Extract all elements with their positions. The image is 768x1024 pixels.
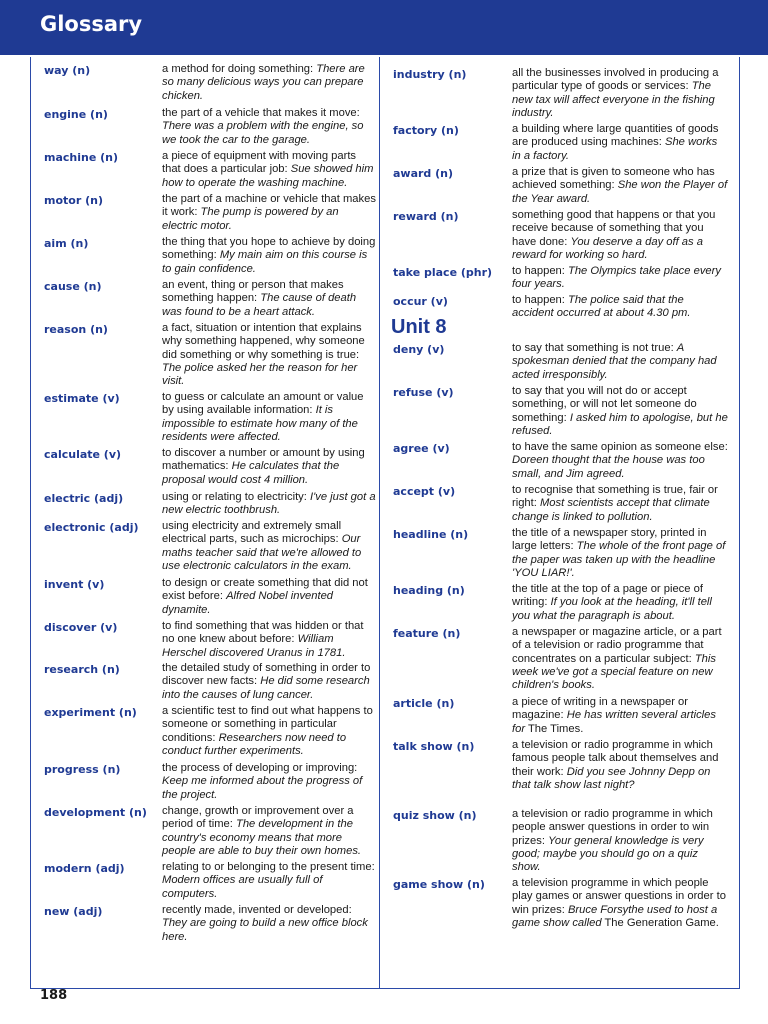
example-sentence: He calculates that the proposal would cost 4 million. [162,460,340,486]
example-sentence: Doreen thought that the house was too small, and Jim agreed. [512,454,705,480]
definition-text: change, growth or improvement over a period of time: [162,805,354,831]
example-sentence: The Olympics take place every four years. [512,265,721,291]
definition-text: a television programme in which people play games or answer questions in order to win prizes: [512,877,726,916]
example-sentence: The police asked her the reason for her visit. [162,361,358,388]
definition-text: the process of developing or improving: [162,762,358,774]
example-sentence: It is impossible to estimate how many of the residents were affected. [162,404,358,443]
glossary-term: engine (n) [44,108,108,121]
glossary-term: refuse (v) [393,386,454,399]
definition-text: the part of a machine or vehicle that makes it work: [162,193,376,219]
definition-text: to have the same opinion as someone else: [512,441,728,453]
example-sentence: Alfred Nobel invented dynamite. [162,590,334,616]
definition-text: something good that happens or that you receive because of something that you have done: [512,209,716,248]
definition-text: recently made, invented or developed: [162,904,352,916]
glossary-term: article (n) [393,697,455,710]
glossary-term: motor (n) [44,194,103,207]
page-title: Glossary [40,12,143,36]
example-sentence: Did you see Johnny Depp on that talk show last night? [512,765,711,791]
example-sentence: Keep me informed about the progress of the project. [162,775,363,801]
example-sentence: Modern offices are usually full of computers. [162,874,323,900]
definition-text: the title of a newspaper story, printed in large letters: [512,527,707,553]
glossary-definition [162,904,376,944]
glossary-definition [162,491,376,518]
example-sentence: Our maths teacher said that we're allowed to use electronic calculators in the exam. [162,533,362,572]
glossary-definition [162,322,376,388]
example-sentence: Sue showed him how to operate the washing machine. [162,163,374,189]
glossary-definition [162,662,376,702]
definition-text: using or relating to electricity: [162,491,310,503]
glossary-definition [512,385,728,438]
glossary-term: way (n) [44,64,91,77]
example-sentence: If you look at the heading, it'll tell you what the paragraph is about. [512,596,712,622]
example-sentence: You deserve a day off as a reward for working so hard. [512,235,703,261]
glossary-definition [512,696,728,736]
definition-text: the title at the top of a page or piece of writing: [512,583,703,609]
example-sentence: A spokesman denied that the company had acted irresponsibly. [512,342,717,381]
glossary-definition [162,447,376,487]
glossary-definition [162,391,376,444]
glossary-definition [162,63,376,103]
definition-text: to find something that was hidden or that no one knew about before: [162,620,364,646]
definition-text: a building where large quantities of goods are produced using machines: [512,123,719,149]
unit-heading: Unit 8 [391,316,447,338]
glossary-definition [512,484,728,524]
glossary-term: occur (v) [393,295,448,308]
definition-text: to design or create something that did not exist before: [162,577,368,603]
definition-text: relating to or belonging to the present time: [162,861,375,873]
glossary-term: research (n) [44,663,120,676]
example-sentence: The development in the country's economy means that more people are able to buy their own homes. [162,818,362,857]
glossary-definition [162,861,376,901]
glossary-definition [512,808,728,874]
glossary-term: electronic (adj) [44,521,139,534]
glossary-definition [512,166,728,206]
glossary-definition [512,123,728,163]
glossary-definition [162,279,376,319]
glossary-definition [512,583,728,623]
glossary-term: reward (n) [393,210,459,223]
definition-text: to happen: [512,294,568,306]
example-sentence: There are so many delicious ways you can prepare chicken. [162,63,365,102]
example-sentence: They are going to build a new office block here. [162,917,368,943]
example-sentence: This week we've got a special feature on new children's books. [512,652,716,692]
glossary-term: development (n) [44,806,147,819]
example-sentence: My main aim on this course is to gain confidence. [162,249,368,275]
glossary-definition [512,342,728,382]
example-sentence: Most scientists accept that climate change is linked to pollution. [512,497,710,523]
glossary-term: factory (n) [393,124,459,137]
glossary-definition [162,762,376,802]
glossary-definition [162,520,376,573]
example-sentence: The new tax will affect everyone in the fishing industry. [512,80,715,119]
glossary-term: industry (n) [393,68,467,81]
definition-text: to guess or calculate an amount or value by using available information: [162,391,364,417]
definition-text: the detailed study of something in order to discover new facts: [162,662,371,688]
example-sentence: William Herschel discovered Uranus in 1781. [162,633,346,659]
example-sentence: The whole of the front page of the paper was taken up with the headline 'YOU LIAR!'. [512,540,726,579]
glossary-term: deny (v) [393,343,445,356]
glossary-term: agree (v) [393,442,450,455]
glossary-term: experiment (n) [44,706,137,719]
example-sentence: He did some research into the causes of lung cancer. [162,675,370,701]
definition-text: a piece of writing in a newspaper or magazine: [512,696,688,722]
glossary-term: accept (v) [393,485,456,498]
example-sentence: The pump is powered by an electric motor. [162,206,339,232]
example-sentence: She works in a factory. [512,136,718,162]
glossary-term: headline (n) [393,528,469,541]
glossary-term: reason (n) [44,323,108,336]
definition-text: a television or radio programme in which famous people talk about themselves and their work: [512,739,719,778]
example-sentence: The cause of death was found to be a heart attack. [162,292,357,318]
glossary-definition [512,527,728,580]
glossary-term: modern (adj) [44,862,125,875]
glossary-term: heading (n) [393,584,465,597]
glossary-definition [162,577,376,617]
glossary-term: quiz show (n) [393,809,477,822]
example-sentence: There was a problem with the engine, so we took the car to the garage. [162,120,364,146]
definition-text: to discover a number or amount by using mathematics: [162,447,365,473]
definition-text: the part of a vehicle that makes it move: [162,107,360,119]
definition-text: a television or radio programme in which people answer questions in order to win prizes: [512,808,713,847]
glossary-term: take place (phr) [393,266,493,279]
example-sentence: Researchers now need to conduct further experiments. [162,731,347,757]
glossary-definition [512,265,728,292]
glossary-definition [512,294,728,321]
glossary-term: aim (n) [44,237,89,250]
definition-text: an event, thing or person that makes something happen: [162,279,344,305]
example-sentence: He has written several articles for [512,709,716,735]
glossary-definition [512,67,728,120]
glossary-term: progress (n) [44,763,121,776]
glossary-term: calculate (v) [44,448,122,461]
glossary-header-bar [0,0,768,55]
definition-text: a scientific test to find out what happens to someone or something in particular conditions: [162,705,373,744]
glossary-term: feature (n) [393,627,461,640]
glossary-term: award (n) [393,167,454,180]
glossary-term: invent (v) [44,578,105,591]
glossary-definition [512,626,728,692]
glossary-definition [162,193,376,233]
example-sentence: Bruce Forsythe used to host a game show called [512,903,718,929]
glossary-term: new (adj) [44,905,103,918]
example-sentence: The police said that the accident occurred at about 4.30 pm. [512,294,691,320]
definition-text: to say that you will not do or accept something, or will not let someone do something: [512,385,697,424]
definition-text: to say that something is not true: [512,342,677,354]
glossary-definition [162,236,376,276]
bottom-rule [30,988,740,989]
example-title: The Generation Game. [601,916,719,929]
glossary-term: electric (adj) [44,492,124,505]
glossary-term: game show (n) [393,878,485,891]
glossary-term: discover (v) [44,621,118,634]
definition-text: the thing that you hope to achieve by doing something: [162,236,376,262]
definition-text: all the businesses involved in producing a particular type of goods or services: [512,67,719,93]
definition-text: a newspaper or magazine article, or a part of a television or radio programme that concentrates on a particular subject: [512,626,722,665]
example-sentence: She won the Player of the Year award. [512,179,728,205]
glossary-term: cause (n) [44,280,102,293]
glossary-term: machine (n) [44,151,119,164]
definition-text: to recognise that something is true, fair or right: [512,484,718,510]
glossary-term: estimate (v) [44,392,120,405]
glossary-definition [512,441,728,481]
glossary-definition [162,150,376,190]
example-sentence: I asked him to apologise, but he refused. [512,411,728,437]
definition-text: a method for doing something: [162,63,317,75]
glossary-definition [512,209,728,262]
glossary-definition [162,705,376,758]
definition-text: using electricity and extremely small electrical parts, such as microchips: [162,520,342,546]
glossary-definition [162,805,376,858]
definition-text: a prize that is given to someone who has achieved something: [512,166,715,192]
example-sentence: Your general knowledge is very good; maybe you should go on a quiz show. [512,834,704,874]
definition-text: to happen: [512,265,568,277]
example-title: The Times. [525,722,584,735]
definition-text: a fact, situation or intention that explains why something happened, why someone did something or why something is true: [162,322,365,361]
glossary-definition [512,877,728,930]
example-sentence: I've just got a new electric toothbrush. [162,491,376,517]
glossary-definition [162,107,376,147]
glossary-definition [512,739,728,792]
glossary-term: talk show (n) [393,740,475,753]
definition-text: a piece of equipment with moving parts that does a particular job: [162,150,357,176]
glossary-definition [162,620,376,660]
page-number: 188 [40,988,68,1003]
